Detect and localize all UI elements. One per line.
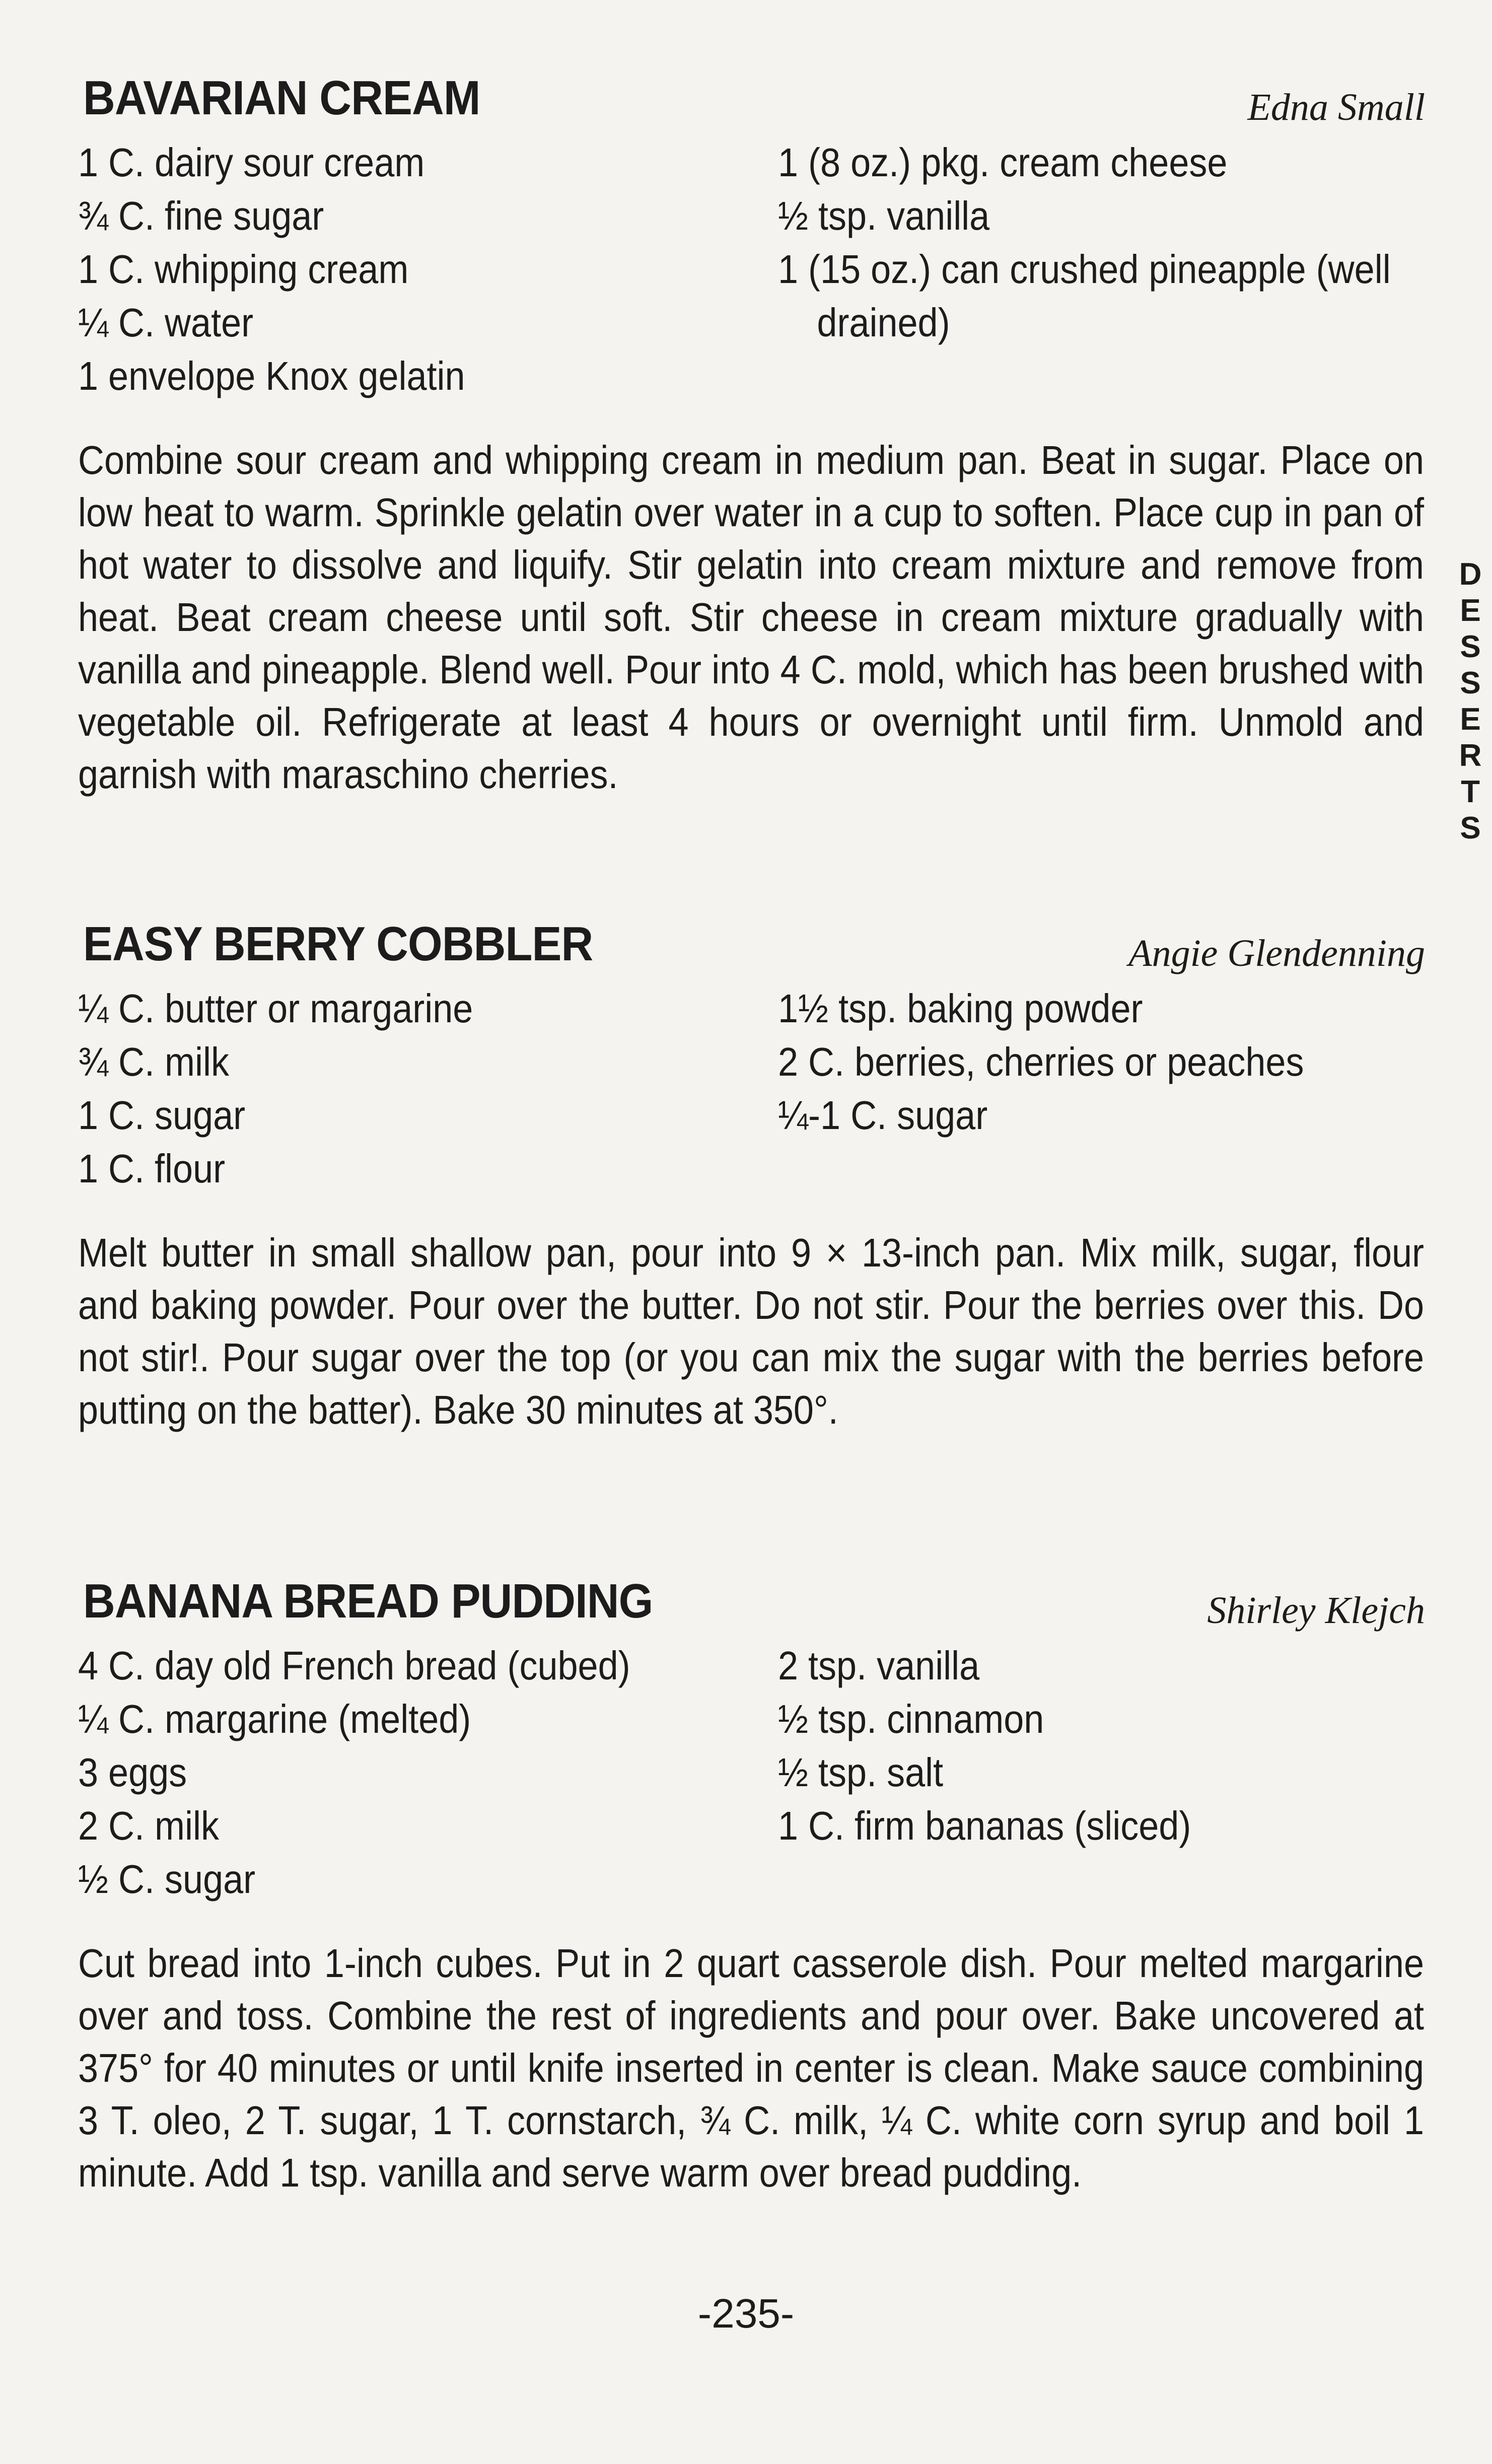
ingredient: 1 C. sugar <box>78 1093 246 1138</box>
section-tab-letter: R <box>1459 738 1482 773</box>
recipe-title: EASY BERRY COBBLER <box>83 917 593 971</box>
ingredient: ½ tsp. cinnamon <box>778 1697 1044 1741</box>
section-tab-desserts <box>1453 556 1488 847</box>
ingredient: ¼-1 C. sugar <box>778 1093 988 1138</box>
recipe-easy-berry-cobbler <box>78 911 1425 1476</box>
ingredient: 1 C. whipping cream <box>78 247 409 292</box>
ingredient: 2 tsp. vanilla <box>778 1643 980 1688</box>
recipe-title: BANANA BREAD PUDDING <box>83 1574 653 1628</box>
ingredient: 4 C. day old French bread (cubed) <box>78 1643 630 1688</box>
ingredient: 1½ tsp. baking powder <box>778 986 1143 1031</box>
recipe-header <box>78 65 1425 131</box>
ingredients-left-column <box>78 136 778 403</box>
section-tab-letter: E <box>1460 593 1481 628</box>
ingredient: 1 C. dairy sour cream <box>78 140 425 185</box>
ingredient: ¼ C. margarine (melted) <box>78 1697 471 1741</box>
recipe-author: Angie Glendenning <box>1128 932 1425 974</box>
ingredients-right-column <box>778 982 1425 1195</box>
ingredients <box>78 1639 1425 1906</box>
ingredient: ¼ C. butter or margarine <box>78 986 473 1031</box>
recipe-bavarian-cream <box>78 65 1425 841</box>
recipe-directions: Melt butter in small shallow pan, pour into 9 × 13-inch pan. Mix milk, sugar, flour and baking powder. Pour over the butter. Do not stir. Pour the berries over this. Do not stir!. Pour sugar over the top (or you can mix the sugar with the berries before putting on the batter). Bake 30 minutes at 350°. <box>78 1230 1424 1432</box>
page-number: -235- <box>697 2291 795 2337</box>
ingredient: ¾ C. fine sugar <box>78 193 324 238</box>
section-tab-letter: S <box>1460 811 1481 846</box>
recipe-banana-bread-pudding <box>78 1569 1425 2239</box>
ingredient: 1 (8 oz.) pkg. cream cheese <box>778 140 1228 185</box>
ingredients-left-column <box>78 982 778 1195</box>
ingredient: ½ tsp. salt <box>778 1750 944 1795</box>
ingredients <box>78 982 1425 1195</box>
ingredients-right-column <box>778 1639 1425 1906</box>
ingredients-right-column <box>778 136 1425 403</box>
ingredient: 1 C. firm bananas (sliced) <box>778 1803 1191 1848</box>
section-tab-letter: T <box>1461 775 1480 809</box>
section-tab-letter: S <box>1460 666 1481 700</box>
recipe-header <box>78 1569 1425 1634</box>
ingredient: 2 C. berries, cherries or peaches <box>778 1039 1304 1084</box>
ingredient: ¼ C. water <box>78 300 254 345</box>
ingredients <box>78 136 1425 403</box>
ingredient: ½ C. sugar <box>78 1857 256 1902</box>
ingredient: 1 envelope Knox gelatin <box>78 354 465 398</box>
recipe-header <box>78 911 1425 977</box>
recipe-author: Shirley Klejch <box>1207 1589 1425 1632</box>
section-tab-letter: E <box>1460 702 1481 737</box>
ingredient: 1 (15 oz.) can crushed pineapple (well drained) <box>778 247 1391 345</box>
ingredients-left-column <box>78 1639 778 1906</box>
ingredient: ¾ C. milk <box>78 1039 230 1084</box>
recipe-directions: Combine sour cream and whipping cream in medium pan. Beat in sugar. Place on low heat to warm. Sprinkle gelatin over water in a cup to soften. Place cup in pan of hot water to dissolve and liquify. Stir gelatin into cream mixture and remove from heat. Beat cream cheese until soft. Stir cheese in cream mixture gradually with vanilla and pineapple. Blend well. Pour into 4 C. mold, which has been brushed with vegetable oil. Refrigerate at least 4 hours or overnight until firm. Unmold and garnish with maraschino cherries. <box>78 438 1424 797</box>
section-tab-letter: S <box>1460 629 1481 664</box>
recipe-directions: Cut bread into 1-inch cubes. Put in 2 quart casserole dish. Pour melted margarine over and toss. Combine the rest of ingredients and pour over. Bake uncovered at 375° for 40 minutes or until knife inserted in center is clean. Make sauce combining 3 T. oleo, 2 T. sugar, 1 T. cornstarch, ¾ C. milk, ¼ C. white corn syrup and boil 1 minute. Add 1 tsp. vanilla and serve warm over bread pudding. <box>78 1941 1424 2195</box>
ingredient: 2 C. milk <box>78 1803 220 1848</box>
ingredient: ½ tsp. vanilla <box>778 193 990 238</box>
recipe-author: Edna Small <box>1247 86 1425 128</box>
ingredient: 1 C. flour <box>78 1146 226 1191</box>
section-tab-letter: D <box>1459 557 1482 592</box>
recipe-title: BAVARIAN CREAM <box>83 71 480 125</box>
ingredient: 3 eggs <box>78 1750 187 1795</box>
